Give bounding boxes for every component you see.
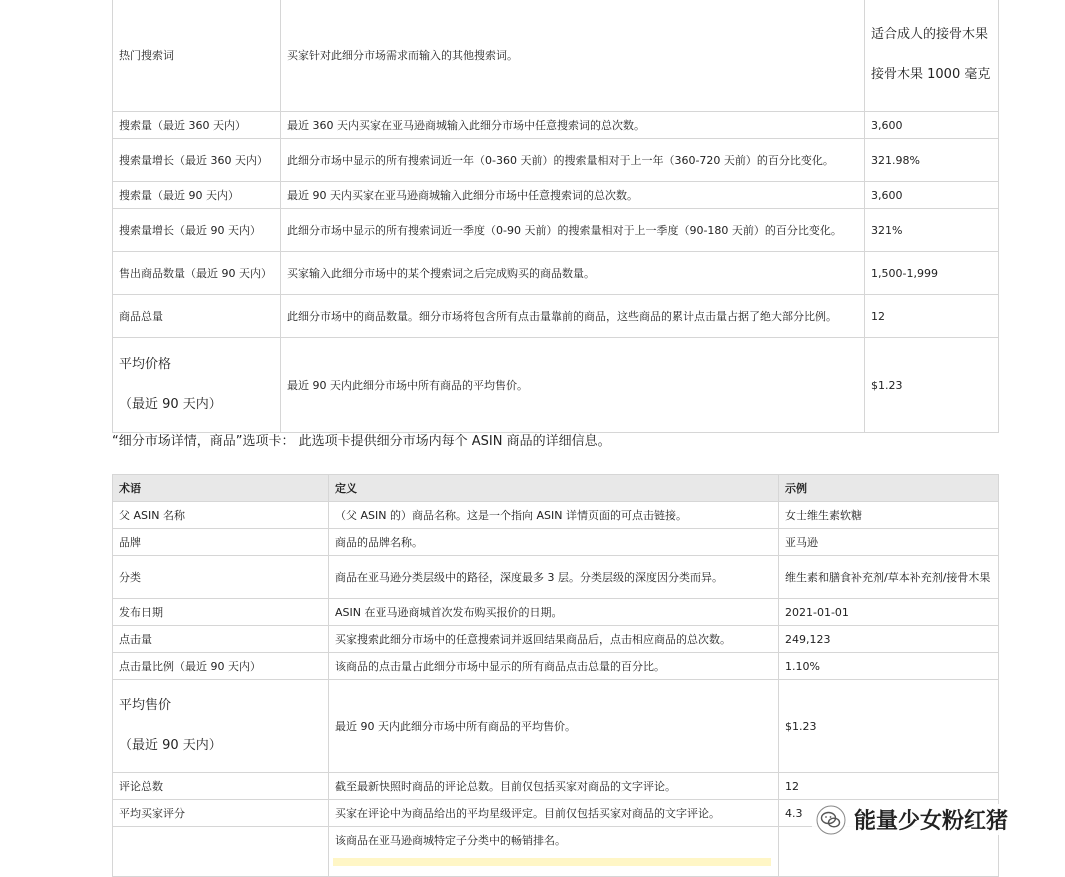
niche-metrics-table xyxy=(112,0,999,433)
products-tab-note: “细分市场详情，商品”选项卡： 此选项卡提供细分市场内每个 ASIN 商品的详细信息。 xyxy=(112,434,611,449)
definition-cell: 截至最新快照时商品的评论总数。目前仅包括买家对商品的文字评论。 xyxy=(329,773,779,800)
term-line: （最近 90 天内） xyxy=(119,738,222,753)
example-line: 接骨木果 1000 毫克 xyxy=(871,67,991,82)
term-cell: 点击量比例（最近 90 天内） xyxy=(113,653,329,680)
table-row xyxy=(113,773,999,800)
table-row xyxy=(113,626,999,653)
example-cell: 321.98% xyxy=(865,139,999,182)
term-line: 平均售价 xyxy=(119,698,172,713)
term-cell: 搜索量（最近 90 天内） xyxy=(113,182,281,209)
table-row xyxy=(113,599,999,626)
term-cell xyxy=(113,827,329,877)
example-cell: 12 xyxy=(779,773,999,800)
definition-cell: 买家在评论中为商品给出的平均星级评定。目前仅包括买家对商品的文字评论。 xyxy=(329,800,779,827)
example-cell xyxy=(865,0,999,112)
table-row xyxy=(113,295,999,338)
table-row xyxy=(113,112,999,139)
wechat-icon xyxy=(816,805,846,835)
example-cell: 女士维生素软糖 xyxy=(779,502,999,529)
table-row xyxy=(113,680,999,773)
definition-cell: 该商品的点击量占此细分市场中显示的所有商品点击总量的百分比。 xyxy=(329,653,779,680)
table-header-row xyxy=(113,475,999,502)
definition-cell: 此细分市场中显示的所有搜索词近一季度（0-90 天前）的搜索量相对于上一季度（90-180 天前）的百分比变化。 xyxy=(281,209,865,252)
term-cell: 热门搜索词 xyxy=(113,0,281,112)
example-cell: 12 xyxy=(865,295,999,338)
example-cell: 1,500-1,999 xyxy=(865,252,999,295)
term-cell: 商品总量 xyxy=(113,295,281,338)
term-cell: 搜索量（最近 360 天内） xyxy=(113,112,281,139)
watermark xyxy=(812,804,1014,835)
header-example: 示例 xyxy=(779,475,999,502)
definition-cell: 此细分市场中显示的所有搜索词近一年（0-360 天前）的搜索量相对于上一年（360-720 天前）的百分比变化。 xyxy=(281,139,865,182)
header-definition: 定义 xyxy=(329,475,779,502)
term-spacer xyxy=(119,716,322,736)
example-cell: 249,123 xyxy=(779,626,999,653)
example-cell: 3,600 xyxy=(865,112,999,139)
term-cell: 点击量 xyxy=(113,626,329,653)
definition-cell: 最近 90 天内此细分市场中所有商品的平均售价。 xyxy=(329,680,779,773)
term-cell xyxy=(113,338,281,433)
header-term: 术语 xyxy=(113,475,329,502)
table-row xyxy=(113,338,999,433)
example-cell: $1.23 xyxy=(779,680,999,773)
term-line: 平均价格 xyxy=(119,357,172,372)
term-cell: 品牌 xyxy=(113,529,329,556)
definition-cell: 买家针对此细分市场需求而输入的其他搜索词。 xyxy=(281,0,865,112)
example-cell: 2021-01-01 xyxy=(779,599,999,626)
term-cell: 评论总数 xyxy=(113,773,329,800)
term-cell: 售出商品数量（最近 90 天内） xyxy=(113,252,281,295)
definition-cell: 最近 90 天内买家在亚马逊商城输入此细分市场中任意搜索词的总次数。 xyxy=(281,182,865,209)
definition-cell: 买家搜索此细分市场中的任意搜索词并返回结果商品后，点击相应商品的总次数。 xyxy=(329,626,779,653)
definition-cell: 商品的品牌名称。 xyxy=(329,529,779,556)
table-row xyxy=(113,0,999,112)
term-cell: 搜索量增长（最近 360 天内） xyxy=(113,139,281,182)
table-row xyxy=(113,209,999,252)
example-line: 适合成人的接骨木果 xyxy=(871,27,989,42)
table-row xyxy=(113,653,999,680)
example-spacer xyxy=(871,45,992,65)
term-cell: 父 ASIN 名称 xyxy=(113,502,329,529)
term-cell: 发布日期 xyxy=(113,599,329,626)
example-cell: 亚马逊 xyxy=(779,529,999,556)
example-cell: 4.3 xyxy=(779,800,999,827)
term-cell: 搜索量增长（最近 90 天内） xyxy=(113,209,281,252)
term-cell: 分类 xyxy=(113,556,329,599)
table-row xyxy=(113,502,999,529)
table-row xyxy=(113,252,999,295)
example-cell: $1.23 xyxy=(865,338,999,433)
example-cell: 3,600 xyxy=(865,182,999,209)
table-row xyxy=(113,556,999,599)
definition-cell: ASIN 在亚马逊商城首次发布购买报价的日期。 xyxy=(329,599,779,626)
definition-cell: 最近 360 天内买家在亚马逊商城输入此细分市场中任意搜索词的总次数。 xyxy=(281,112,865,139)
definition-cell: 买家输入此细分市场中的某个搜索词之后完成购买的商品数量。 xyxy=(281,252,865,295)
definition-cell: 此细分市场中的商品数量。细分市场将包含所有点击量靠前的商品，这些商品的累计点击量占据了绝大部分比例。 xyxy=(281,295,865,338)
example-cell: 321% xyxy=(865,209,999,252)
term-spacer xyxy=(119,375,274,395)
watermark-text: 能量少女粉红猪 xyxy=(854,809,1009,834)
highlight-bar xyxy=(333,858,771,866)
definition-cell: 最近 90 天内此细分市场中所有商品的平均售价。 xyxy=(281,338,865,433)
definition-cell: 该商品在亚马逊商城特定子分类中的畅销排名。 xyxy=(329,827,779,877)
term-cell: 平均买家评分 xyxy=(113,800,329,827)
table-row xyxy=(113,182,999,209)
table-row xyxy=(113,529,999,556)
definition-cell: （父 ASIN 的）商品名称。这是一个指向 ASIN 详情页面的可点击链接。 xyxy=(329,502,779,529)
example-cell: 维生素和膳食补充剂/草本补充剂/接骨木果 xyxy=(779,556,999,599)
example-cell: 1.10% xyxy=(779,653,999,680)
term-line: （最近 90 天内） xyxy=(119,397,222,412)
definition-cell: 商品在亚马逊分类层级中的路径，深度最多 3 层。分类层级的深度因分类而异。 xyxy=(329,556,779,599)
table-row xyxy=(113,139,999,182)
term-cell xyxy=(113,680,329,773)
